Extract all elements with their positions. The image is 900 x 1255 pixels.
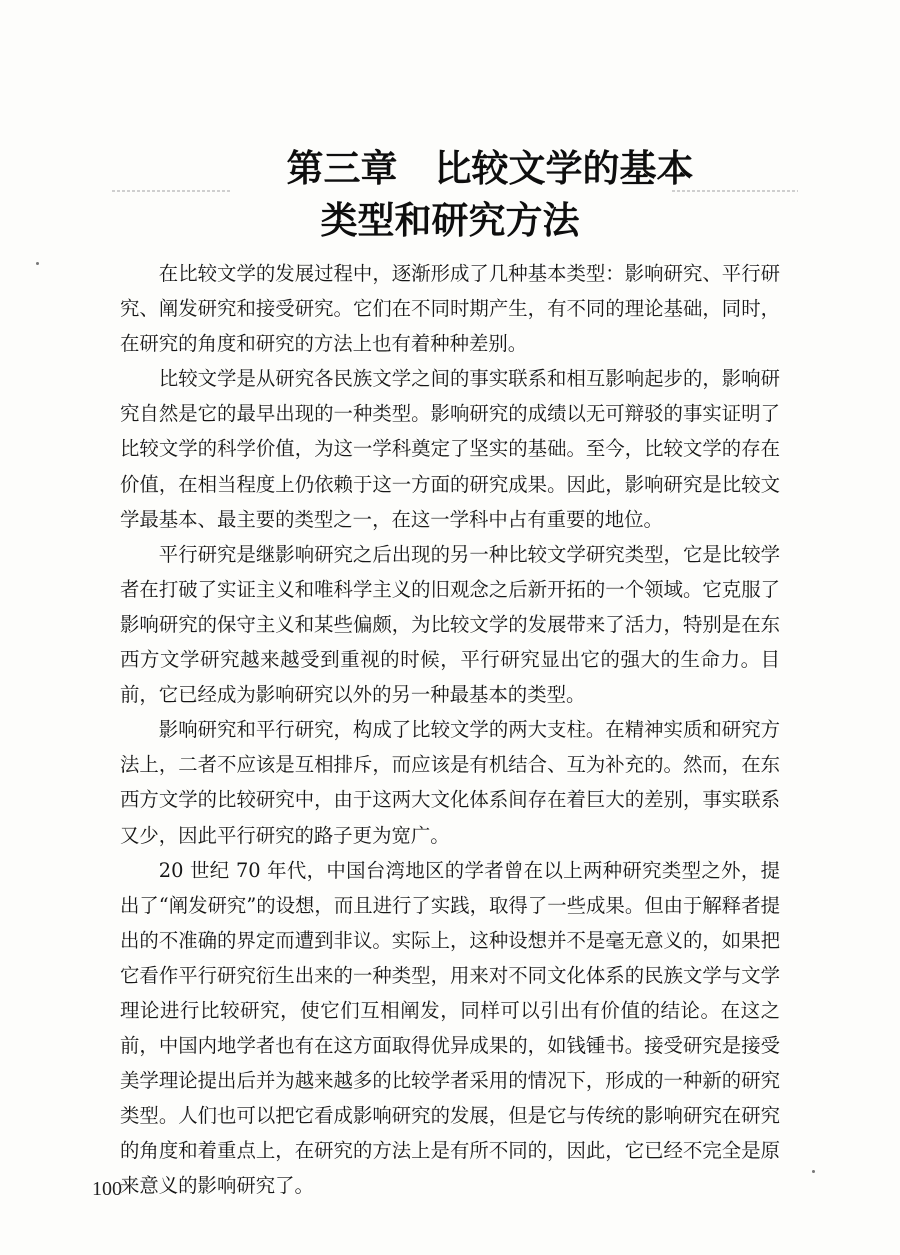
scan-speck	[812, 1170, 815, 1173]
chapter-body	[120, 256, 780, 1204]
scan-speck	[36, 262, 39, 265]
chapter-title-line-2: 类型和研究方法	[320, 199, 580, 242]
page-number: 100	[92, 1178, 122, 1200]
chapter-title-line-1: 第三章 比较文学的基本	[286, 147, 694, 190]
paragraph: 平行研究是继影响研究之后出现的另一种比较文学研究类型，它是比较学者在打破了实证主义和唯科学主义的旧观念之后新开拓的一个领域。它克服了影响研究的保守主义和某些偏颇，为比较文学的发展带来了活力，特别是在东西方文学研究越来越受到重视的时候，平行研究显出它的强大的生命力。目前，它已经成为影响研究以外的另一种最基本的类型。	[120, 542, 780, 707]
paragraph: 在比较文学的发展过程中，逐渐形成了几种基本类型：影响研究、平行研究、阐发研究和接受研究。它们在不同时期产生，有不同的理论基础，同时，在研究的角度和研究的方法上也有着种种差别。	[120, 262, 780, 356]
paragraph: 影响研究和平行研究，构成了比较文学的两大支柱。在精神实质和研究方法上，二者不应该是互相排斥，而应该是有机结合、互为补充的。然而，在东西方文学的比较研究中，由于这两大文化体系间存在着巨大的差别，事实联系又少，因此平行研究的路子更为宽广。	[120, 718, 780, 847]
paragraph: 比较文学是从研究各民族文学之间的事实联系和相互影响起步的，影响研究自然是它的最早出现的一种类型。影响研究的成绩以无可辩驳的事实证明了比较文学的科学价值，为这一学科奠定了坚实的基础。至今，比较文学的存在价值，在相当程度上仍依赖于这一方面的研究成果。因此，影响研究是比较文学最基本、最主要的类型之一，在这一学科中占有重要的地位。	[120, 367, 780, 531]
paragraph: 20 世纪 70 年代，中国台湾地区的学者曾在以上两种研究类型之外，提出了“阐发研究”的设想，而且进行了实践，取得了一些成果。但由于解释者提出的不准确的界定而遭到非议。实际上，这种设想并不是毫无意义的，如果把它看作平行研究衍生出来的一种类型，用来对不同文化体系的民族文学与文学理论进行比较研究，使它们互相阐发，同样可以引出有价值的结论。在这之前，中国内地学者也有在这方面取得优异成果的，如钱锺书。接受研究是接受美学理论提出后并为越来越多的比较学者采用的情况下，形成的一种新的研究类型。人们也可以把它看成影响研究的发展，但是它与传统的影响研究在研究的角度和着重点上，在研究的方法上是有所不同的，因此，它已经不完全是原来意义的影响研究了。	[120, 858, 780, 1198]
